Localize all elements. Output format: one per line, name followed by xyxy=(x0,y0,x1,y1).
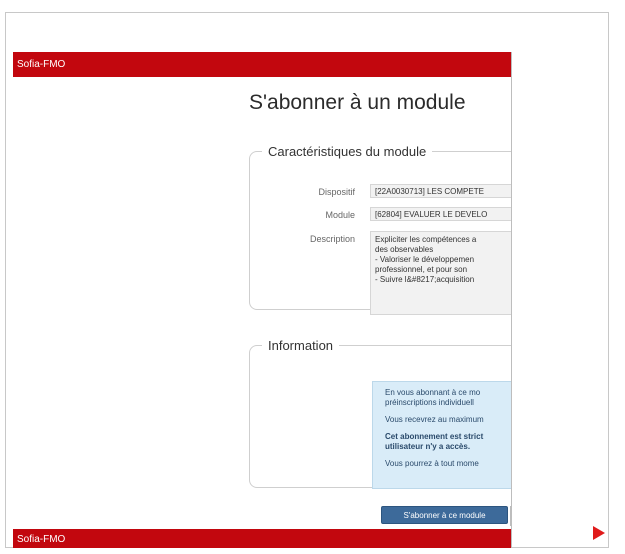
description-line: - Suivre l&#8217;acquisition xyxy=(375,275,475,284)
information-fieldset xyxy=(249,338,512,488)
page-view xyxy=(13,52,512,548)
info-text-strong: Cet abonnement est strict utilisateur n'y a accès. xyxy=(385,432,484,451)
description-label: Description xyxy=(309,234,355,244)
subscribe-button[interactable]: S'abonner à ce module xyxy=(381,506,508,524)
module-label: Module xyxy=(325,210,355,220)
characteristics-legend: Caractéristiques du module xyxy=(268,144,427,159)
information-legend: Information xyxy=(268,338,334,353)
top-bar-brand: Sofia-FMO xyxy=(17,59,66,70)
bottom-bar-brand: Sofia-FMO xyxy=(17,534,66,545)
info-text: En vous abonnant à ce mo préinscriptions individuell xyxy=(385,388,481,407)
dispositif-label: Dispositif xyxy=(318,187,355,197)
info-text: Vous recevrez au maximum xyxy=(385,415,484,424)
description-line: des observables xyxy=(375,245,434,254)
description-line: Expliciter les compétences a xyxy=(375,235,477,244)
play-triangle-icon[interactable] xyxy=(593,526,605,540)
bottom-bar xyxy=(13,529,511,548)
description-line: professionnel, et pour son xyxy=(375,265,468,274)
page-title: S'abonner à un module xyxy=(249,91,466,114)
characteristics-fieldset xyxy=(249,144,512,310)
dispositif-field: [22A0030713] LES COMPETE xyxy=(370,184,512,198)
info-text: Vous pourrez à tout mome xyxy=(385,459,479,468)
top-bar xyxy=(13,52,511,77)
description-field[interactable] xyxy=(370,231,512,315)
module-field: [62804] EVALUER LE DEVELO xyxy=(370,207,512,221)
adjacent-button-edge[interactable] xyxy=(510,506,512,526)
description-line: - Valoriser le développemen xyxy=(375,255,475,264)
information-alert xyxy=(372,381,512,489)
